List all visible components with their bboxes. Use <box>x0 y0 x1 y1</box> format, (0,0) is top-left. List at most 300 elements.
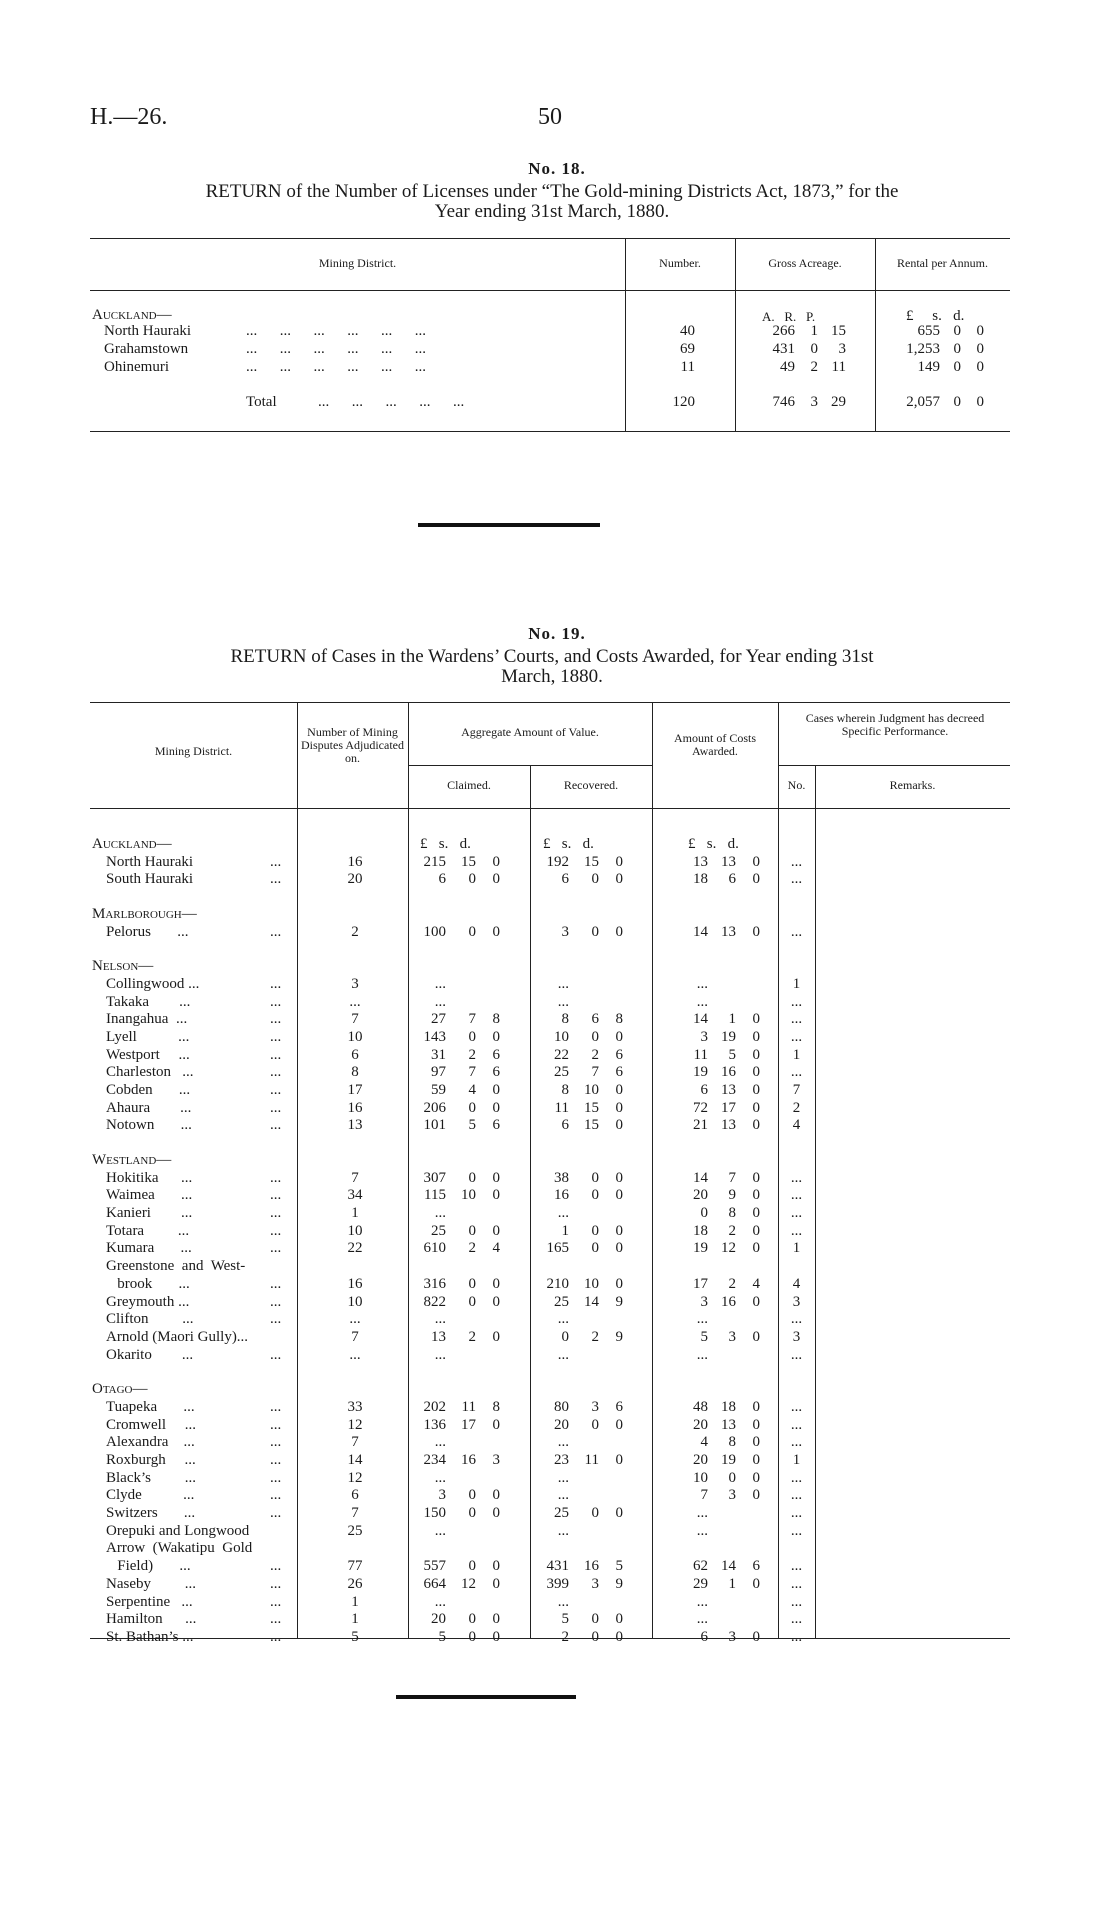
disputes-value: 34 <box>347 1187 363 1204</box>
recovered-pounds: ... <box>557 1522 569 1539</box>
claimed-pounds: 25 <box>431 1222 446 1239</box>
costs-pence: 0 <box>752 1398 760 1415</box>
leader-dots: ... <box>270 993 282 1010</box>
disputes-value: 22 <box>347 1240 363 1257</box>
costs-pounds: 4 <box>700 1434 708 1451</box>
district-name: North Hauraki <box>104 323 192 339</box>
costs-pence: 0 <box>752 923 760 940</box>
costs-pence: 4 <box>752 1275 760 1292</box>
costs-shillings: 13 <box>721 853 736 870</box>
recovered-pence: 6 <box>615 1064 623 1081</box>
disputes-value: 7 <box>351 1505 359 1522</box>
recovered-pence: 0 <box>615 1028 623 1045</box>
roods-value: 1 <box>810 323 818 339</box>
performance-no: ... <box>790 1311 803 1328</box>
performance-no: ... <box>790 1169 803 1186</box>
section-heading: Auckland— <box>92 836 172 852</box>
costs-shillings: 8 <box>728 1434 736 1451</box>
total-pounds: 2,057 <box>906 394 940 410</box>
costs-pounds: ... <box>696 1346 708 1363</box>
recovered-pounds: 5 <box>561 1611 569 1628</box>
leader-dots: ... <box>270 1293 282 1310</box>
claimed-pence: 0 <box>492 1169 500 1186</box>
costs-pence: 0 <box>752 1082 760 1099</box>
recovered-pence: 6 <box>615 1398 623 1415</box>
district-name: Takaka ... <box>106 993 191 1010</box>
column-gross-acreage: Gross Acreage. <box>768 256 842 270</box>
leader-dots: ... <box>270 1311 282 1328</box>
costs-shillings: 1 <box>728 1011 736 1028</box>
column-mining-district: Mining District. <box>154 744 233 758</box>
district-name: Serpentine ... <box>106 1593 193 1610</box>
district-name: Pelorus ... <box>106 923 189 940</box>
recovered-pounds: ... <box>557 1311 569 1328</box>
pounds-value: 655 <box>917 323 940 339</box>
costs-pounds: 21 <box>693 1117 708 1134</box>
recovered-shillings: 10 <box>584 1082 599 1099</box>
recovered-pounds: 431 <box>546 1558 569 1575</box>
claimed-shillings: 15 <box>461 853 476 870</box>
district-name: Field) ... <box>106 1558 191 1575</box>
performance-no: 1 <box>792 1046 801 1063</box>
section-heading: Marlborough— <box>92 905 197 922</box>
leader-dots: ... <box>270 1593 282 1610</box>
costs-pence: 0 <box>752 1028 760 1045</box>
disputes-value: 6 <box>351 1046 359 1063</box>
disputes-value: 3 <box>351 975 359 992</box>
claimed-pence: 0 <box>492 1487 500 1504</box>
costs-shillings: 16 <box>721 1064 736 1081</box>
costs-shillings: 0 <box>728 1469 736 1486</box>
recovered-pounds: 25 <box>554 1064 569 1081</box>
units-recovered: £ s. d. <box>543 836 594 852</box>
costs-pounds: 7 <box>700 1487 708 1504</box>
recovered-pence: 0 <box>615 853 623 870</box>
costs-pounds: 18 <box>693 1222 708 1239</box>
recovered-shillings: 3 <box>591 1398 599 1415</box>
district-name: Totara ... <box>106 1222 190 1239</box>
claimed-pence: 0 <box>492 1558 500 1575</box>
costs-shillings: 12 <box>721 1240 736 1257</box>
disputes-value: 12 <box>347 1469 363 1486</box>
district-name: Arnold (Maori Gully)... <box>106 1328 249 1345</box>
costs-pounds: 18 <box>693 871 708 888</box>
costs-pence: 0 <box>752 871 760 888</box>
leader-dots: ... <box>270 1398 282 1415</box>
recovered-pence: 0 <box>615 1240 623 1257</box>
disputes-value: 10 <box>347 1028 363 1045</box>
costs-pounds: 20 <box>693 1416 708 1433</box>
recovered-pounds: 2 <box>561 1628 569 1645</box>
performance-no: ... <box>790 1505 803 1522</box>
recovered-shillings: 0 <box>591 1505 599 1522</box>
costs-pence: 0 <box>752 1416 760 1433</box>
costs-shillings: 16 <box>721 1293 736 1310</box>
claimed-shillings: 7 <box>468 1011 476 1028</box>
leader-dots: ... <box>270 1028 282 1045</box>
performance-no: 1 <box>792 975 801 992</box>
recovered-pence: 0 <box>615 1275 623 1292</box>
costs-pence: 0 <box>752 1487 760 1504</box>
costs-shillings: 13 <box>721 1117 736 1134</box>
leader-dots: ... <box>270 1628 282 1645</box>
costs-shillings: 13 <box>721 1082 736 1099</box>
leader-dots: ... <box>270 1505 282 1522</box>
performance-no: ... <box>790 1416 803 1433</box>
recovered-pounds: ... <box>557 975 569 992</box>
claimed-pence: 8 <box>492 1398 500 1415</box>
recovered-pence: 0 <box>615 1222 623 1239</box>
total-number: 120 <box>672 394 695 410</box>
costs-pounds: 17 <box>693 1275 708 1292</box>
units-acreage: A. R. P. <box>762 309 816 324</box>
disputes-value: ... <box>349 993 361 1010</box>
claimed-shillings: 7 <box>468 1064 476 1081</box>
district-name: Alexandra ... <box>106 1434 195 1451</box>
claimed-shillings: 0 <box>468 1028 476 1045</box>
roods-value: 0 <box>810 341 818 357</box>
total-shillings: 0 <box>953 394 961 410</box>
performance-no: 4 <box>792 1117 801 1134</box>
costs-pounds: 13 <box>693 853 708 870</box>
claimed-shillings: 0 <box>468 1099 476 1116</box>
recovered-shillings: 16 <box>584 1558 599 1575</box>
recovered-shillings: 6 <box>591 1011 599 1028</box>
district-name: Kanieri ... <box>106 1205 193 1222</box>
recovered-pence: 0 <box>615 1187 623 1204</box>
section-heading: Westland— <box>92 1151 172 1168</box>
costs-pounds: 6 <box>700 1628 708 1645</box>
costs-shillings: 5 <box>728 1046 736 1063</box>
costs-pence: 0 <box>752 1222 760 1239</box>
claimed-pounds: ... <box>434 1311 446 1328</box>
claimed-pounds: 101 <box>423 1117 446 1134</box>
claimed-pounds: 97 <box>431 1064 446 1081</box>
perches-value: 3 <box>838 341 846 357</box>
disputes-value: 10 <box>347 1293 363 1310</box>
leader-dots: ... ... ... ... ... ... <box>246 359 426 375</box>
claimed-pence: 0 <box>492 1505 500 1522</box>
column-costs-awarded: Amount of Costs Awarded. <box>673 731 756 758</box>
costs-pence: 0 <box>752 1099 760 1116</box>
recovered-shillings: 0 <box>591 1028 599 1045</box>
roods-value: 2 <box>810 359 818 375</box>
performance-no: ... <box>790 1469 803 1486</box>
section-heading: Nelson— <box>92 958 154 975</box>
recovered-pence: 0 <box>615 1117 623 1134</box>
costs-pence: 6 <box>752 1558 760 1575</box>
pounds-value: 1,253 <box>906 341 940 357</box>
recovered-pence: 0 <box>615 1505 623 1522</box>
performance-no: ... <box>790 1575 803 1592</box>
recovered-shillings: 0 <box>591 1240 599 1257</box>
recovered-pounds: ... <box>557 1205 569 1222</box>
leader-dots: ... <box>270 1046 282 1063</box>
costs-pounds: 14 <box>693 1169 708 1186</box>
column-rental: Rental per Annum. <box>897 256 988 270</box>
recovered-shillings: 15 <box>584 1099 599 1116</box>
claimed-pounds: 202 <box>423 1398 446 1415</box>
costs-pounds: ... <box>696 1611 708 1628</box>
claimed-pence: 6 <box>492 1046 500 1063</box>
disputes-value: 1 <box>351 1205 359 1222</box>
leader-dots: ... <box>270 871 282 888</box>
costs-pounds: 10 <box>693 1469 708 1486</box>
costs-shillings: 14 <box>721 1558 736 1575</box>
claimed-pounds: ... <box>434 993 446 1010</box>
performance-no: ... <box>790 1011 803 1028</box>
recovered-shillings: 10 <box>584 1275 599 1292</box>
acres-value: 431 <box>772 341 795 357</box>
costs-pounds: 14 <box>693 923 708 940</box>
performance-no: ... <box>790 1593 803 1610</box>
costs-shillings: 19 <box>721 1451 736 1468</box>
claimed-pounds: ... <box>434 1469 446 1486</box>
costs-pounds: ... <box>696 1522 708 1539</box>
costs-pounds: 19 <box>693 1240 708 1257</box>
leader-dots: ... <box>270 1099 282 1116</box>
performance-no: 4 <box>792 1275 801 1292</box>
claimed-pence: 0 <box>492 1328 500 1345</box>
claimed-shillings: 16 <box>461 1451 476 1468</box>
leader-dots: ... <box>270 1416 282 1433</box>
performance-no: ... <box>790 1187 803 1204</box>
claimed-shillings: 0 <box>468 1222 476 1239</box>
district-name: Inangahua ... <box>106 1011 188 1028</box>
district-name: Tuapeka ... <box>106 1398 195 1415</box>
disputes-value: 2 <box>351 923 359 940</box>
table19-title-line1: RETURN of Cases in the Wardens’ Courts, and Costs Awarded, for Year ending 31st <box>230 646 874 667</box>
recovered-pounds: 80 <box>554 1398 569 1415</box>
costs-shillings: 8 <box>728 1205 736 1222</box>
leader-dots: ... <box>270 1558 282 1575</box>
recovered-pounds: 22 <box>554 1046 569 1063</box>
column-claimed: Claimed. <box>447 778 491 792</box>
performance-no: ... <box>790 993 803 1010</box>
claimed-shillings: 0 <box>468 1293 476 1310</box>
total-pence: 0 <box>976 394 984 410</box>
costs-shillings: 18 <box>721 1398 736 1415</box>
claimed-pounds: 150 <box>423 1505 446 1522</box>
costs-shillings: 17 <box>721 1099 736 1116</box>
units-claimed: £ s. d. <box>420 836 471 852</box>
recovered-pounds: 20 <box>554 1416 569 1433</box>
claimed-pounds: 27 <box>431 1011 446 1028</box>
leader-dots: ... <box>270 1346 282 1363</box>
recovered-shillings: 0 <box>591 1628 599 1645</box>
acres-value: 266 <box>772 323 795 339</box>
claimed-pence: 6 <box>492 1064 500 1081</box>
district-name: Collingwood ... <box>106 975 200 992</box>
costs-pounds: 20 <box>693 1187 708 1204</box>
recovered-pounds: 3 <box>561 923 569 940</box>
number-value: 11 <box>680 359 695 375</box>
performance-no: 2 <box>792 1099 801 1116</box>
recovered-pounds: 8 <box>561 1011 569 1028</box>
disputes-value: 7 <box>351 1011 359 1028</box>
costs-shillings: 2 <box>728 1275 736 1292</box>
costs-shillings: 19 <box>721 1028 736 1045</box>
district-name: Charleston ... <box>106 1064 194 1081</box>
recovered-pounds: 8 <box>561 1082 569 1099</box>
recovered-shillings: 3 <box>591 1575 599 1592</box>
claimed-pounds: 822 <box>423 1293 446 1310</box>
costs-pence: 0 <box>752 1205 760 1222</box>
claimed-shillings: 0 <box>468 871 476 888</box>
costs-pounds: ... <box>696 993 708 1010</box>
costs-pounds: 0 <box>700 1205 708 1222</box>
disputes-value: 16 <box>347 1099 363 1116</box>
recovered-pence: 0 <box>615 1611 623 1628</box>
costs-pence: 0 <box>752 1117 760 1134</box>
claimed-pence: 0 <box>492 1275 500 1292</box>
claimed-pounds: 59 <box>431 1082 446 1099</box>
costs-pounds: 20 <box>693 1451 708 1468</box>
leader-dots: ... <box>270 1434 282 1451</box>
recovered-pence: 0 <box>615 1082 623 1099</box>
disputes-value: 6 <box>351 1487 359 1504</box>
recovered-shillings: 0 <box>591 1416 599 1433</box>
district-name: Notown ... <box>106 1117 192 1134</box>
costs-shillings: 1 <box>728 1575 736 1592</box>
recovered-pence: 8 <box>615 1011 623 1028</box>
district-name: Hokitika ... <box>106 1169 193 1186</box>
performance-no: ... <box>790 1487 803 1504</box>
leader-dots: ... <box>270 1082 282 1099</box>
claimed-pence: 0 <box>492 1611 500 1628</box>
recovered-pence: 5 <box>615 1558 623 1575</box>
claimed-pence: 0 <box>492 1099 500 1116</box>
recovered-shillings: 14 <box>584 1293 599 1310</box>
district-name: North Hauraki <box>106 853 194 870</box>
district-name: Grahamstown <box>104 341 189 357</box>
claimed-pounds: 557 <box>423 1558 446 1575</box>
performance-no: ... <box>790 1028 803 1045</box>
disputes-value: ... <box>349 1346 361 1363</box>
recovered-pounds: 0 <box>561 1328 569 1345</box>
district-name: Kumara ... <box>106 1240 192 1257</box>
recovered-pounds: 192 <box>546 853 569 870</box>
recovered-pounds: 165 <box>546 1240 569 1257</box>
leader-dots: ... <box>270 1064 282 1081</box>
recovered-pence: 0 <box>615 871 623 888</box>
claimed-pounds: ... <box>434 1522 446 1539</box>
recovered-shillings: 0 <box>591 923 599 940</box>
claimed-shillings: 0 <box>468 1628 476 1645</box>
claimed-shillings: 2 <box>468 1046 476 1063</box>
claimed-pence: 0 <box>492 1628 500 1645</box>
claimed-pence: 6 <box>492 1117 500 1134</box>
pence-value: 0 <box>976 359 984 375</box>
costs-pounds: 72 <box>693 1099 708 1116</box>
costs-pence: 0 <box>752 1628 760 1645</box>
leader-dots: ... ... ... ... ... ... <box>246 323 426 339</box>
units-costs: £ s. d. <box>688 836 739 852</box>
claimed-pounds: 6 <box>438 871 446 888</box>
bottom-divider-rule <box>396 1695 576 1699</box>
performance-no: ... <box>790 853 803 870</box>
section-auckland: Auckland— <box>92 307 172 323</box>
claimed-shillings: 0 <box>468 1275 476 1292</box>
recovered-pounds: ... <box>557 1487 569 1504</box>
costs-pounds: 14 <box>693 1011 708 1028</box>
table18-number: No. 18. <box>528 159 586 178</box>
recovered-pounds: 11 <box>554 1099 569 1116</box>
claimed-shillings: 5 <box>468 1117 476 1134</box>
district-name: Clifton ... <box>106 1311 194 1328</box>
shillings-value: 0 <box>953 359 961 375</box>
recovered-pounds: 38 <box>554 1169 569 1186</box>
document-reference: H.—26. <box>90 104 168 130</box>
recovered-pence: 0 <box>615 1099 623 1116</box>
disputes-value: 17 <box>347 1082 363 1099</box>
claimed-pounds: 3 <box>438 1487 446 1504</box>
performance-no: ... <box>790 1398 803 1415</box>
claimed-pence: 4 <box>492 1240 500 1257</box>
total-label: Total <box>246 394 277 410</box>
pence-value: 0 <box>976 323 984 339</box>
claimed-shillings: 2 <box>468 1328 476 1345</box>
costs-shillings: 3 <box>728 1628 736 1645</box>
claimed-pence: 0 <box>492 1222 500 1239</box>
district-name: Greenstone and West- <box>106 1258 246 1275</box>
claimed-pence: 0 <box>492 1082 500 1099</box>
column-mining-district: Mining District. <box>318 256 397 270</box>
leader-dots: ... <box>270 1205 282 1222</box>
costs-pence: 0 <box>752 1328 760 1345</box>
costs-pounds: ... <box>696 1311 708 1328</box>
claimed-pounds: 13 <box>431 1328 446 1345</box>
pence-value: 0 <box>976 341 984 357</box>
costs-pence: 0 <box>752 1469 760 1486</box>
disputes-value: 7 <box>351 1169 359 1186</box>
claimed-shillings: 11 <box>461 1398 476 1415</box>
recovered-pounds: ... <box>557 1434 569 1451</box>
claimed-pounds: 100 <box>423 923 446 940</box>
total-acres: 746 <box>772 394 795 410</box>
performance-no: ... <box>790 1522 803 1539</box>
claimed-pence: 8 <box>492 1011 500 1028</box>
costs-shillings: 7 <box>728 1169 736 1186</box>
claimed-pounds: 664 <box>423 1575 446 1592</box>
claimed-pounds: 234 <box>423 1451 446 1468</box>
claimed-pence: 0 <box>492 1293 500 1310</box>
disputes-value: 20 <box>347 871 363 888</box>
costs-pounds: 62 <box>693 1558 708 1575</box>
recovered-pence: 0 <box>615 1416 623 1433</box>
recovered-pounds: ... <box>557 1469 569 1486</box>
disputes-value: 8 <box>351 1064 359 1081</box>
performance-no: ... <box>790 1222 803 1239</box>
shillings-value: 0 <box>953 341 961 357</box>
recovered-shillings: 0 <box>591 1187 599 1204</box>
costs-pence: 0 <box>752 853 760 870</box>
costs-pence: 0 <box>752 1169 760 1186</box>
recovered-shillings: 0 <box>591 1222 599 1239</box>
recovered-pence: 0 <box>615 1451 623 1468</box>
costs-pounds: 11 <box>693 1046 708 1063</box>
performance-no: ... <box>790 1628 803 1645</box>
costs-pence: 0 <box>752 1240 760 1257</box>
disputes-value: 7 <box>351 1434 359 1451</box>
recovered-pounds: 210 <box>546 1275 569 1292</box>
district-name: Roxburgh ... <box>106 1451 196 1468</box>
shillings-value: 0 <box>953 323 961 339</box>
claimed-shillings: 0 <box>468 1505 476 1522</box>
costs-shillings: 9 <box>728 1187 736 1204</box>
recovered-pounds: 25 <box>554 1505 569 1522</box>
column-remarks: Remarks. <box>889 778 936 792</box>
